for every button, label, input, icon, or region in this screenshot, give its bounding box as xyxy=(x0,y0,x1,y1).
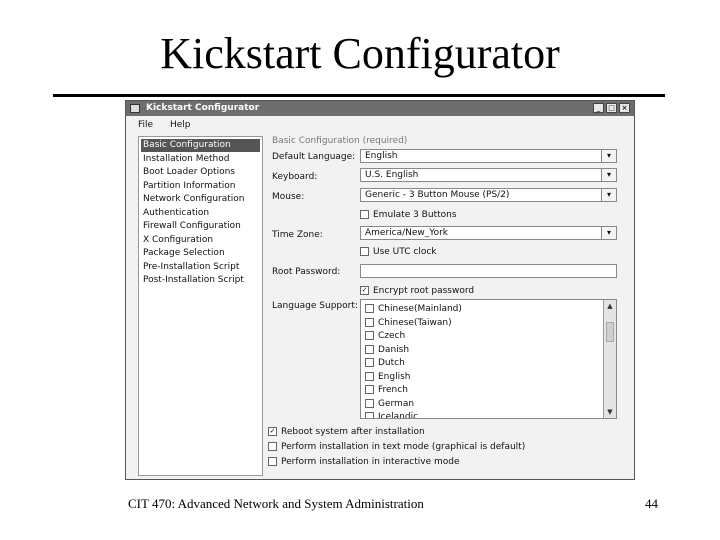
reboot-after-install-checkbox[interactable] xyxy=(268,426,425,438)
use-utc-clock-label: Use UTC clock xyxy=(373,247,437,257)
list-item[interactable] xyxy=(365,357,405,369)
menu-file[interactable]: File xyxy=(138,120,154,130)
interactive-mode-checkbox[interactable] xyxy=(268,456,460,468)
nav-item-boot-loader-options[interactable]: Boot Loader Options xyxy=(143,167,235,177)
language-list-scrollbar[interactable] xyxy=(603,300,616,418)
section-label: Basic Configuration (required) xyxy=(272,136,408,146)
interactive-mode-label: Perform installation in interactive mode xyxy=(281,457,460,467)
nav-item-pre-installation-script[interactable]: Pre-Installation Script xyxy=(143,261,240,272)
language-label: German xyxy=(378,398,415,409)
language-label: English xyxy=(378,371,411,382)
checkbox-icon[interactable] xyxy=(365,304,374,313)
list-item[interactable] xyxy=(365,371,411,383)
checkbox-icon[interactable] xyxy=(268,457,277,466)
language-label: Danish xyxy=(378,344,410,355)
menubar xyxy=(126,117,634,133)
time-zone-value: America/New_York xyxy=(365,228,449,238)
chevron-down-icon[interactable]: ▾ xyxy=(601,189,616,201)
text-mode-checkbox[interactable] xyxy=(268,441,525,453)
close-button[interactable]: × xyxy=(619,103,630,113)
list-item[interactable] xyxy=(365,330,405,342)
mouse-label: Mouse: xyxy=(272,192,305,202)
root-password-input[interactable] xyxy=(360,264,617,278)
language-support-label: Language Support: xyxy=(272,301,358,311)
language-support-list[interactable] xyxy=(360,299,617,419)
list-item[interactable] xyxy=(365,411,418,419)
use-utc-clock-checkbox[interactable] xyxy=(360,246,437,258)
section-nav xyxy=(138,136,263,476)
language-label: Chinese(Mainland) xyxy=(378,304,462,314)
language-label: French xyxy=(378,385,408,395)
maximize-button[interactable]: □ xyxy=(606,103,617,113)
encrypt-root-password-checkbox[interactable] xyxy=(360,285,474,297)
checkbox-icon[interactable] xyxy=(365,358,374,367)
language-label: Dutch xyxy=(378,358,405,368)
kickstart-window xyxy=(125,100,635,480)
emulate-3-buttons-checkbox[interactable] xyxy=(360,209,457,221)
nav-item-installation-method[interactable]: Installation Method xyxy=(143,153,230,164)
text-mode-label: Perform installation in text mode (graphical is default) xyxy=(281,442,526,452)
time-zone-select[interactable] xyxy=(360,226,617,240)
title-divider xyxy=(53,94,665,97)
slide-title: Kickstart Configurator xyxy=(160,29,560,78)
menu-help[interactable]: Help xyxy=(170,120,191,130)
default-language-value: English xyxy=(365,151,398,161)
minimize-button[interactable]: _ xyxy=(593,103,604,113)
checkmark-icon[interactable]: ✓ xyxy=(269,427,276,435)
keyboard-value: U.S. English xyxy=(365,170,419,180)
nav-item-network-configuration[interactable]: Network Configuration xyxy=(143,194,245,204)
language-label: Czech xyxy=(378,331,406,341)
scroll-down-icon[interactable]: ▼ xyxy=(607,408,613,416)
reboot-after-install-label: Reboot system after installation xyxy=(281,427,425,437)
chevron-down-icon[interactable]: ▾ xyxy=(601,150,616,162)
time-zone-label: Time Zone: xyxy=(272,230,323,240)
checkbox-icon[interactable] xyxy=(365,385,374,394)
footer-course: CIT 470: Advanced Network and System Administration xyxy=(128,496,424,511)
checkbox-icon[interactable] xyxy=(360,210,369,219)
nav-item-partition-information[interactable]: Partition Information xyxy=(143,180,236,191)
checkbox-icon[interactable] xyxy=(365,412,374,419)
default-language-select[interactable] xyxy=(360,149,617,163)
list-item[interactable] xyxy=(365,303,462,315)
checkbox-icon[interactable] xyxy=(365,372,374,381)
keyboard-label: Keyboard: xyxy=(272,172,318,182)
nav-item-post-installation-script[interactable]: Post-Installation Script xyxy=(143,275,244,285)
nav-item-package-selection[interactable]: Package Selection xyxy=(143,248,225,258)
page-number: 44 xyxy=(645,496,658,511)
checkbox-icon[interactable] xyxy=(268,442,277,451)
checkbox-icon[interactable] xyxy=(365,399,374,408)
nav-item-authentication[interactable]: Authentication xyxy=(143,207,210,218)
checkbox-icon[interactable] xyxy=(365,331,374,340)
scroll-up-icon[interactable]: ▲ xyxy=(607,302,613,310)
window-title: Kickstart Configurator xyxy=(146,103,260,113)
basic-configuration-pane xyxy=(268,134,628,479)
app-icon xyxy=(130,104,140,113)
window-titlebar[interactable] xyxy=(126,101,634,116)
list-item[interactable] xyxy=(365,398,414,410)
list-item[interactable] xyxy=(365,344,409,356)
encrypt-root-password-label: Encrypt root password xyxy=(373,286,475,296)
nav-item-x-configuration[interactable]: X Configuration xyxy=(143,234,214,245)
list-item[interactable] xyxy=(365,317,452,329)
checkbox-icon[interactable] xyxy=(360,247,369,256)
emulate-3-buttons-label: Emulate 3 Buttons xyxy=(373,210,457,220)
default-language-label: Default Language: xyxy=(272,152,356,162)
mouse-value: Generic - 3 Button Mouse (PS/2) xyxy=(365,190,510,200)
nav-item-firewall-configuration[interactable]: Firewall Configuration xyxy=(143,221,241,231)
nav-item-basic-configuration[interactable]: Basic Configuration xyxy=(141,139,260,152)
keyboard-select[interactable] xyxy=(360,168,617,182)
chevron-down-icon[interactable]: ▾ xyxy=(601,227,616,239)
checkbox-icon[interactable] xyxy=(365,345,374,354)
mouse-select[interactable] xyxy=(360,188,617,202)
root-password-label: Root Password: xyxy=(272,267,341,277)
checkbox-icon[interactable] xyxy=(365,318,374,327)
chevron-down-icon[interactable]: ▾ xyxy=(601,169,616,181)
language-label: Chinese(Taiwan) xyxy=(378,317,452,328)
list-item[interactable] xyxy=(365,384,408,396)
checkmark-icon[interactable]: ✓ xyxy=(361,286,368,294)
language-label: Icelandic xyxy=(378,412,419,419)
scroll-thumb[interactable] xyxy=(606,322,614,342)
